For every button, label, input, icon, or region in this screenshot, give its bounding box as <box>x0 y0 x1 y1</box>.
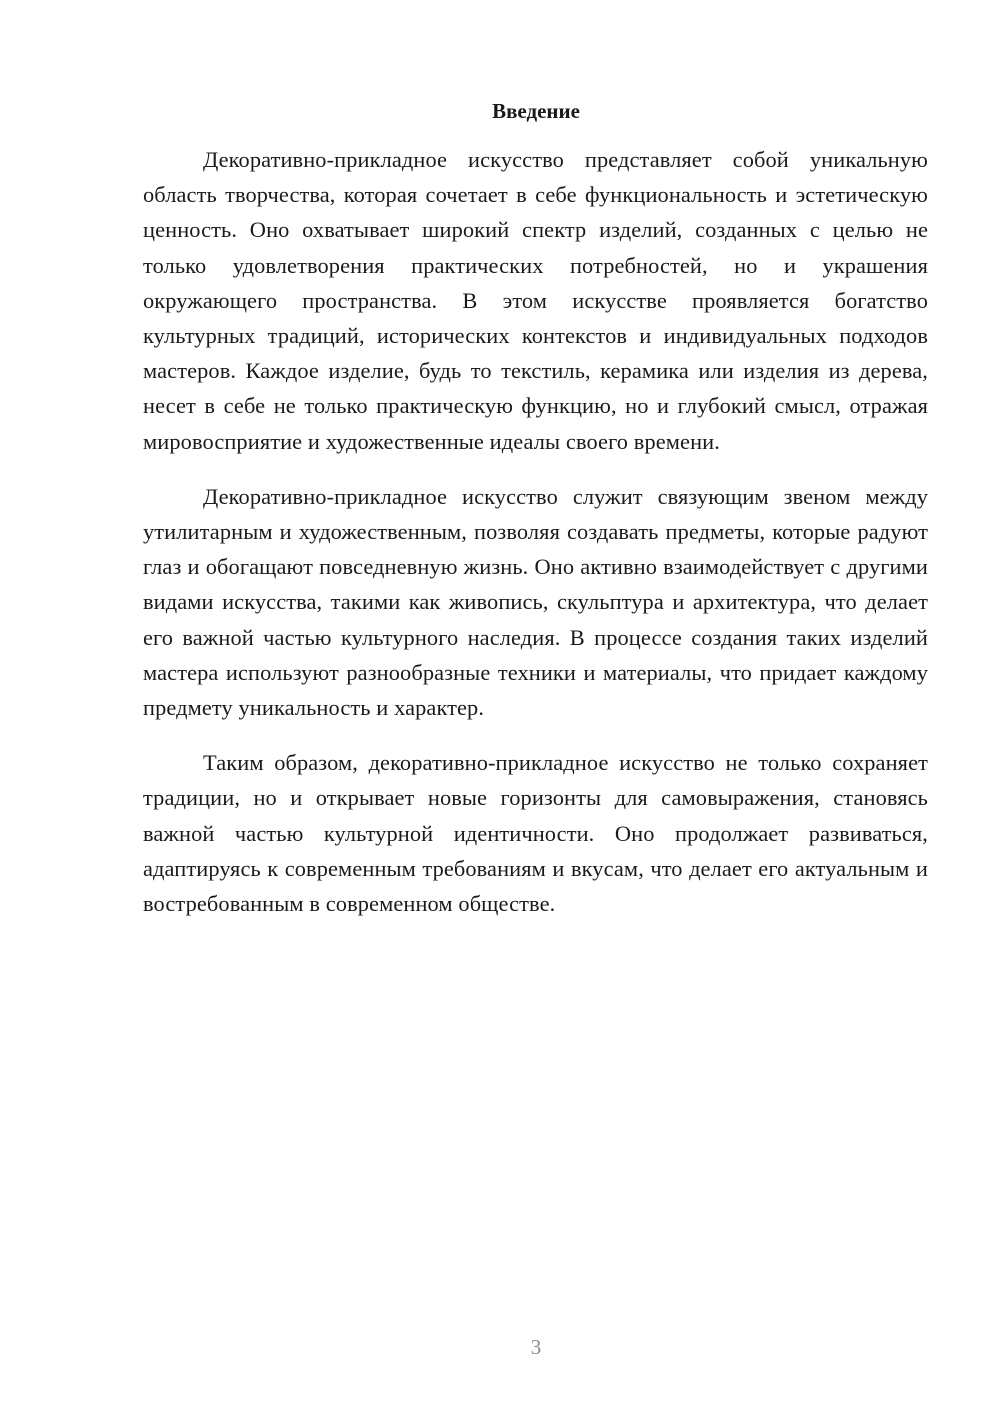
paragraph-3: Таким образом, декоративно-прикладное искусство не только сохраняет традиции, но и открывает новые горизонты для самовыражения, становясь важной частью культурной идентичности. Оно продолжает развиваться, адаптируясь к современным требованиям и вкусам, что делает его актуальным и востребованным в современном обществе. <box>143 750 928 917</box>
page-number: 3 <box>530 1335 542 1359</box>
paragraph-1: Декоративно-прикладное искусство представляет собой уникальную область творчества, которая сочетает в себе функциональность и эстетическую ценность. Оно охватывает широкий спектр изделий, созданных с целью не только удовлетворения практических потребностей, но и украшения окружающего пространства. В этом искусстве проявляется богатство культурных традиций, исторических контекстов и индивидуальных подходов мастеров. Каждое изделие, будь то текстиль, керамика или изделия из дерева, несет в себе не только практическую функцию, но и глубокий смысл, отражая мировосприятие и художественные идеалы своего времени. <box>143 147 928 454</box>
body-text <box>143 142 928 921</box>
section-title: Введение <box>492 99 580 123</box>
paragraph-2: Декоративно-прикладное искусство служит связующим звеном между утилитарным и художественным, позволяя создавать предметы, которые радуют глаз и обогащают повседневную жизнь. Оно активно взаимодействует с другими видами искусства, такими как живопись, скульптура и архитектура, что делает его важной частью культурного наследия. В процессе создания таких изделий мастера используют разнообразные техники и материалы, что придает каждому предмету уникальность и характер. <box>143 483 928 721</box>
